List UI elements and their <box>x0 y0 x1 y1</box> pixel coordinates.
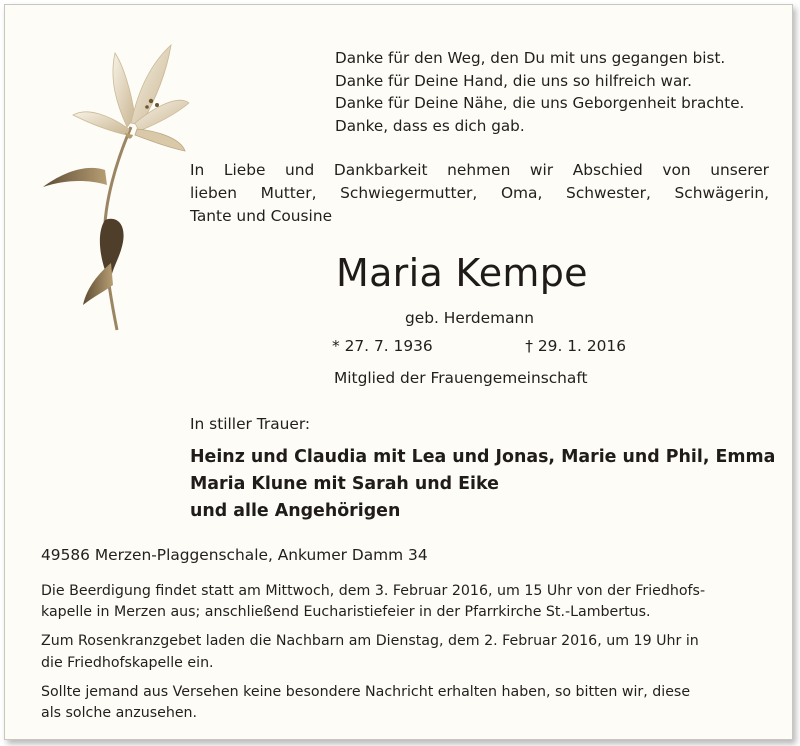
mourners-line: Heinz und Claudia mit Lea und Jonas, Marie und Phil, Emma <box>190 447 776 467</box>
mourners-list <box>190 444 775 525</box>
notice-line: die Friedhofskapelle ein. <box>41 654 214 671</box>
notice-line: Die Beerdigung findet statt am Mittwoch, dem 3. Februar 2016, um 15 Uhr von der Friedhofs- <box>41 583 706 599</box>
mourning-heading: In stiller Trauer: <box>190 415 311 433</box>
intro-line: Tante und Cousine <box>190 207 333 225</box>
rosary-notice <box>41 631 768 674</box>
poem-line: Danke für Deine Nähe, die uns Geborgenheit brachte. <box>335 94 745 113</box>
mourners-line: Maria Klune mit Sarah und Eike <box>190 474 499 494</box>
mourners-line: und alle Angehörigen <box>190 501 401 521</box>
notice-line: kapelle in Merzen aus; anschließend Eucharistiefeier in der Pfarrkirche St.-Lambertus. <box>41 604 651 621</box>
notice-line: Sollte jemand aus Versehen keine besondere Nachricht erhalten haben, so bitten wir, diese <box>41 683 691 700</box>
intro-paragraph <box>190 159 769 228</box>
birth-date: * 27. 7. 1936 <box>332 337 433 355</box>
poem-line: Danke, dass es dich gab. <box>335 117 525 136</box>
notices-block <box>41 581 768 732</box>
obituary-card <box>4 4 793 740</box>
deceased-name: Maria Kempe <box>336 251 588 295</box>
birth-name: geb. Herdemann <box>405 309 535 327</box>
notice-line: Zum Rosenkranzgebet laden die Nachbarn am Dienstag, dem 2. Februar 2016, um 19 Uhr in <box>41 633 699 650</box>
membership-text: Mitglied der Frauengemeinschaft <box>334 369 588 387</box>
poem-line: Danke für Deine Hand, die uns so hilfreich war. <box>335 71 692 90</box>
intro-line: lieben Mutter, Schwiegermutter, Oma, Schwester, Schwägerin, <box>190 184 769 202</box>
poem-line: Danke für den Weg, den Du mit uns gegangen bist. <box>335 49 726 67</box>
closing-notice <box>41 682 768 725</box>
intro-line: In Liebe und Dankbarkeit nehmen wir Abschied von unserer <box>190 161 769 179</box>
funeral-notice <box>41 581 768 624</box>
address-line: 49586 Merzen-Plaggenschale, Ankumer Damm 34 <box>41 546 428 564</box>
poem-block <box>335 47 744 138</box>
notice-line: als solche anzusehen. <box>41 705 198 722</box>
lily-flower-image <box>39 35 199 335</box>
death-date: † 29. 1. 2016 <box>525 337 626 355</box>
